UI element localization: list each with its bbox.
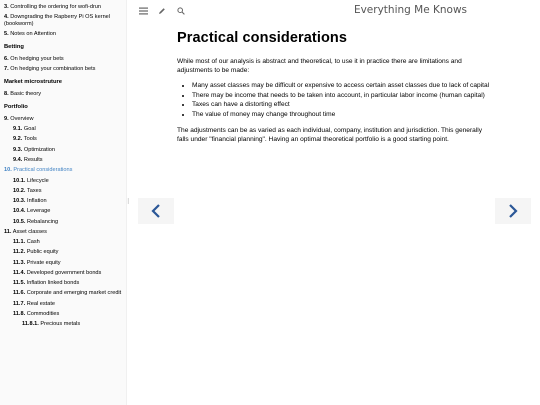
sidebar-item-link[interactable] bbox=[4, 258, 122, 268]
sidebar-item-link[interactable] bbox=[4, 90, 122, 100]
sidebar-part-title: Betting bbox=[4, 44, 24, 51]
sidebar-item-label: Results bbox=[23, 157, 43, 164]
sidebar-item bbox=[4, 320, 122, 330]
sidebar-item bbox=[4, 268, 122, 278]
list-item: • The value of money may change throughout time bbox=[192, 110, 491, 119]
sidebar-item-link[interactable] bbox=[4, 320, 122, 330]
sidebar-item-link[interactable] bbox=[4, 114, 122, 124]
sidebar-item-link[interactable] bbox=[4, 55, 122, 65]
sidebar-item-label: Commodities bbox=[26, 311, 60, 317]
menu-bar bbox=[131, 0, 540, 22]
search-icon[interactable] bbox=[175, 5, 187, 17]
list-item: • Taxes can have a distorting effect bbox=[192, 100, 491, 109]
sidebar-item bbox=[4, 30, 122, 40]
sidebar-item-label: Public equity bbox=[26, 249, 59, 256]
table-of-contents bbox=[0, 0, 126, 330]
sidebar-item-number: 11.8. bbox=[13, 311, 26, 317]
sidebar-item-number: 10.3. bbox=[13, 198, 26, 205]
sidebar-item-number: 9.4. bbox=[13, 157, 23, 164]
sidebar-item bbox=[4, 135, 122, 145]
main-content bbox=[177, 30, 491, 150]
sidebar-item-label: On hedging your combination bets bbox=[10, 66, 96, 73]
sidebar-item-number: 11.1. bbox=[13, 239, 26, 246]
sidebar-item-number: 11.3. bbox=[13, 259, 26, 266]
sidebar-item-link[interactable] bbox=[4, 207, 122, 217]
sidebar-item-number: 7. bbox=[4, 66, 9, 73]
hamburger-icon[interactable] bbox=[137, 5, 149, 17]
sidebar-item-number: 11.7. bbox=[13, 300, 26, 307]
sidebar-item-label: Controlling the ordering for wofi-drun bbox=[10, 3, 102, 10]
sidebar-item-label: Optimization bbox=[23, 146, 55, 153]
sidebar bbox=[0, 0, 127, 405]
chevron-right-icon bbox=[508, 204, 518, 218]
list-item: • Many asset classes may be difficult or expensive to access certain asset classes due to lack of capital bbox=[192, 81, 491, 90]
sidebar-item-label: Cash bbox=[26, 239, 40, 246]
sidebar-item-link[interactable] bbox=[4, 279, 122, 289]
sidebar-item-number: 11. bbox=[4, 228, 12, 235]
sidebar-item-number: 9. bbox=[4, 115, 9, 122]
sidebar-item-label: Downgrading the Rapberry Pi OS kernel (bookworm) bbox=[4, 13, 111, 28]
sidebar-item-label: Taxes bbox=[26, 187, 42, 194]
sidebar-item-number: 10.5. bbox=[13, 218, 26, 225]
sidebar-item bbox=[4, 227, 122, 237]
sidebar-item-link-active[interactable] bbox=[4, 166, 122, 176]
sidebar-item-link[interactable] bbox=[4, 289, 122, 299]
sidebar-item-number: 8. bbox=[4, 91, 9, 98]
sidebar-item bbox=[4, 176, 122, 186]
page-title: Practical considerations bbox=[177, 30, 348, 46]
next-chapter-button[interactable] bbox=[495, 198, 531, 224]
sidebar-item-link[interactable] bbox=[4, 125, 122, 135]
sidebar-item-label: Leverage bbox=[27, 208, 51, 215]
sidebar-item bbox=[4, 207, 122, 217]
sidebar-part-title: Market microstruture bbox=[4, 79, 62, 86]
sidebar-item-label: Inflation bbox=[27, 198, 47, 205]
sidebar-item bbox=[4, 156, 122, 166]
sidebar-item-link[interactable] bbox=[4, 268, 122, 278]
sidebar-item-number: 5. bbox=[4, 31, 9, 38]
sidebar-item-number: 10.4. bbox=[13, 208, 26, 215]
sidebar-item-link[interactable] bbox=[4, 65, 122, 75]
sidebar-item-link[interactable] bbox=[4, 135, 122, 145]
sidebar-item-link[interactable] bbox=[4, 12, 122, 30]
previous-chapter-button[interactable] bbox=[138, 198, 174, 224]
sidebar-item bbox=[4, 289, 122, 299]
sidebar-item bbox=[4, 310, 122, 320]
sidebar-item-link[interactable] bbox=[4, 30, 122, 40]
pencil-icon[interactable] bbox=[156, 5, 168, 17]
sidebar-item bbox=[4, 55, 122, 65]
sidebar-item-label: Private equity bbox=[26, 259, 61, 266]
sidebar-item-link[interactable] bbox=[4, 197, 122, 207]
sidebar-item-label: Corporate and emerging market credit bbox=[26, 290, 122, 297]
sidebar-item-link[interactable] bbox=[4, 238, 122, 248]
sidebar-item bbox=[4, 279, 122, 289]
sidebar-item-label: Precious metals bbox=[40, 321, 81, 328]
sidebar-item-number: 10.1. bbox=[13, 177, 26, 184]
chevron-left-icon bbox=[151, 204, 161, 218]
list-item: • There may be income that needs to be taken into account, in particular labor income (human capital) bbox=[192, 91, 491, 100]
sidebar-item-label: Rebalancing bbox=[27, 218, 59, 225]
sidebar-item bbox=[4, 114, 122, 124]
considerations-list bbox=[192, 81, 491, 119]
intro-paragraph: While most of our analysis is abstract and theoretical, to use it in practice there are limitations and adjustments to be made: bbox=[177, 58, 462, 75]
sidebar-item bbox=[4, 197, 122, 207]
sidebar-item-link[interactable] bbox=[4, 156, 122, 166]
sidebar-item-number: 9.3. bbox=[13, 146, 23, 153]
book-title: Everything Me Knows bbox=[353, 4, 468, 16]
sidebar-item-label: Goal bbox=[23, 126, 36, 133]
sidebar-item-link[interactable] bbox=[4, 186, 122, 196]
sidebar-item-number: 6. bbox=[4, 56, 9, 63]
sidebar-item-number: 9.1. bbox=[13, 126, 23, 133]
sidebar-item-number: 11.5. bbox=[13, 280, 26, 287]
sidebar-item-label: Practical considerations bbox=[13, 167, 73, 174]
sidebar-item bbox=[4, 238, 122, 248]
sidebar-item-label: Basic theory bbox=[10, 91, 42, 98]
sidebar-item-label: Real estate bbox=[26, 300, 55, 307]
sidebar-item-link[interactable] bbox=[4, 299, 122, 309]
sidebar-item-link[interactable] bbox=[4, 217, 122, 227]
sidebar-item-link[interactable] bbox=[4, 145, 122, 155]
sidebar-item-number: 11.8.1. bbox=[22, 321, 39, 328]
sidebar-item-number: 10. bbox=[4, 167, 12, 174]
sidebar-item-link[interactable] bbox=[4, 310, 122, 320]
sidebar-item bbox=[4, 186, 122, 196]
sidebar-item-number: 10.2. bbox=[13, 187, 26, 194]
sidebar-item-number: 3. bbox=[4, 3, 9, 10]
sidebar-item-number: 9.2. bbox=[13, 136, 23, 143]
sidebar-part-title: Portfolio bbox=[4, 103, 28, 110]
sidebar-item-label: Inflation linked bonds bbox=[26, 280, 80, 287]
sidebar-item-label: Tools bbox=[23, 136, 37, 143]
sidebar-item-label: On hedging your bets bbox=[10, 56, 64, 63]
sidebar-item-label: Lifecycle bbox=[27, 177, 49, 184]
sidebar-item bbox=[4, 145, 122, 155]
sidebar-item bbox=[4, 90, 122, 100]
sidebar-item bbox=[4, 217, 122, 227]
outro-paragraph: The adjustments can be as varied as each individual, company, institution and jurisdiction. This generally falls under "financial planning". Having an optimal theoretical portfolio is a good starting point. bbox=[177, 127, 483, 144]
sidebar-item-link[interactable] bbox=[4, 227, 122, 237]
sidebar-item bbox=[4, 65, 122, 75]
sidebar-item bbox=[4, 2, 122, 12]
sidebar-item bbox=[4, 258, 122, 268]
sidebar-item-number: 4. bbox=[4, 13, 9, 20]
sidebar-item bbox=[4, 166, 122, 176]
sidebar-item-number: 11.2. bbox=[13, 249, 26, 256]
sidebar-item bbox=[4, 125, 122, 135]
sidebar-item bbox=[4, 299, 122, 309]
sidebar-item-label: Overview bbox=[10, 115, 34, 122]
sidebar-item bbox=[4, 248, 122, 258]
sidebar-item-link[interactable] bbox=[4, 248, 122, 258]
sidebar-item-number: 11.4. bbox=[13, 269, 26, 276]
sidebar-item-label: Notes on Attention bbox=[10, 31, 56, 38]
sidebar-resize-handle[interactable]: ⁝ bbox=[127, 197, 130, 206]
sidebar-item-link[interactable] bbox=[4, 176, 122, 186]
sidebar-item-label: Developed government bonds bbox=[26, 269, 102, 276]
sidebar-item-number: 11.6. bbox=[13, 290, 26, 297]
sidebar-item-link[interactable] bbox=[4, 2, 122, 12]
sidebar-item bbox=[4, 12, 122, 30]
sidebar-item-label: Asset classes bbox=[12, 228, 47, 235]
